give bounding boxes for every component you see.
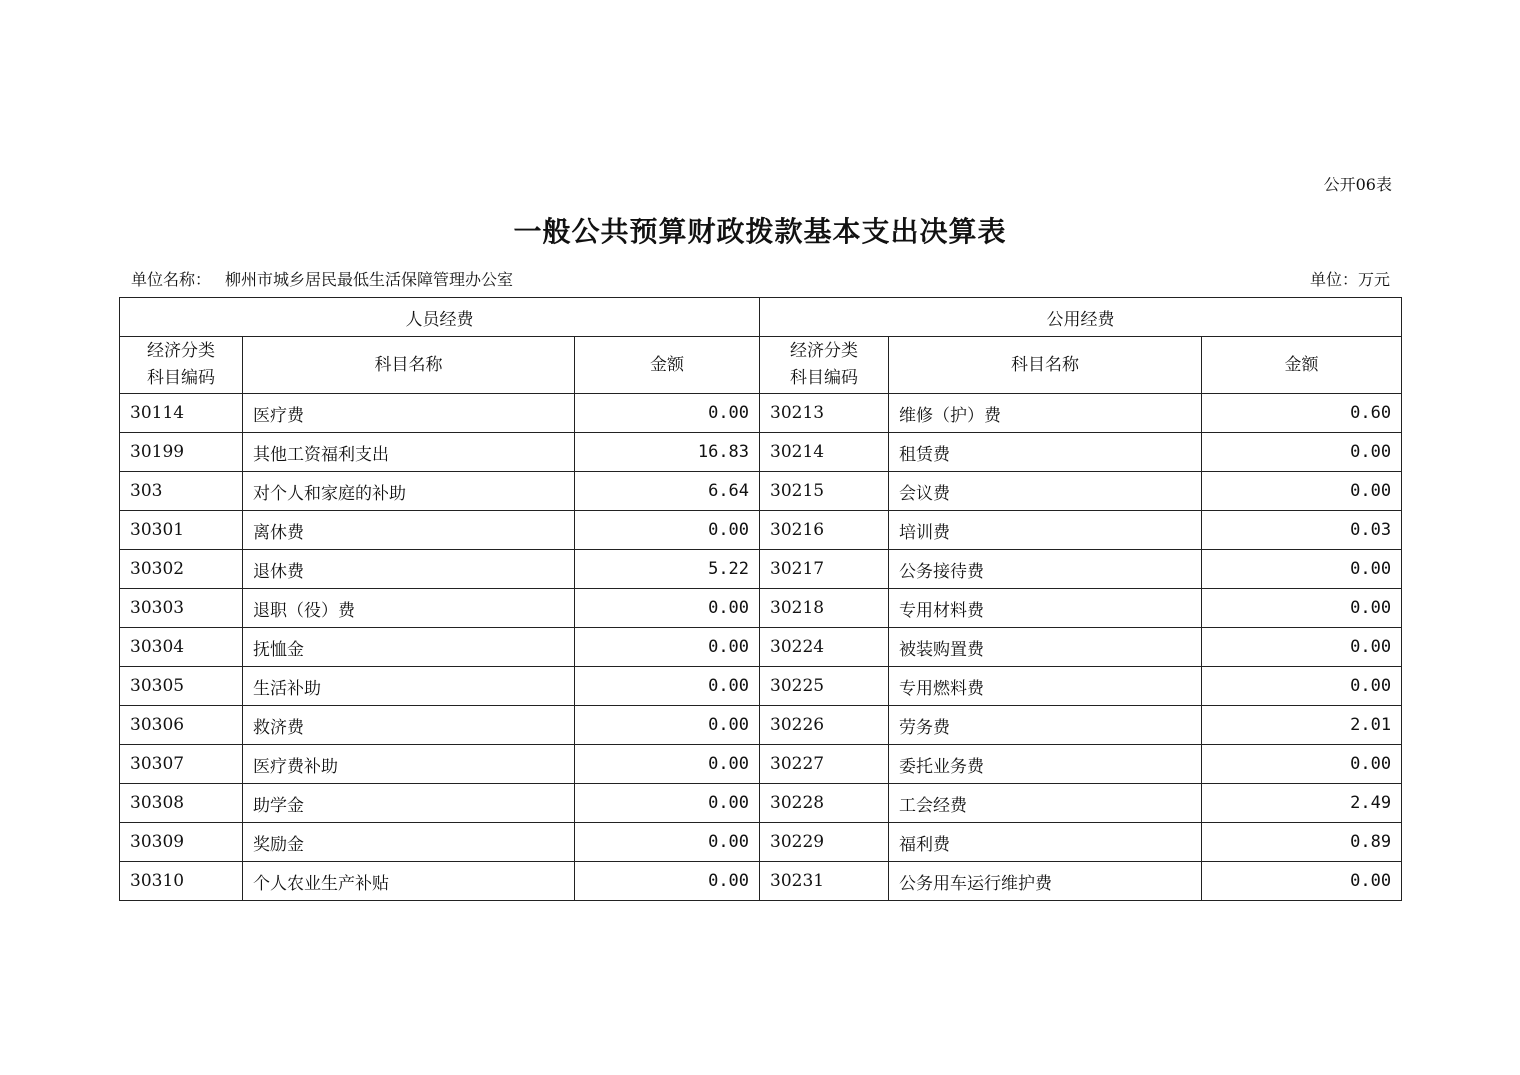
table-row [120,472,1402,511]
left-code-cell: 30302 [120,550,243,589]
column-header-right-code [760,337,889,394]
group-header-public: 公用经费 [760,298,1402,337]
left-code-cell: 30304 [120,628,243,667]
right-amount-cell: 0.00 [1202,862,1402,901]
unit-name-line [131,267,513,290]
right-code-cell: 30229 [760,823,889,862]
unit-name-label: 单位名称： [131,270,212,289]
table-row [120,745,1402,784]
column-header-code-line1: 经济分类 [790,341,859,361]
form-code: 公开06表 [1323,175,1392,194]
right-code-cell: 30231 [760,862,889,901]
left-code-cell: 30114 [120,394,243,433]
left-amount-cell: 16.83 [575,433,760,472]
right-code-cell: 30228 [760,784,889,823]
right-code-cell: 30215 [760,472,889,511]
table-body [120,394,1402,901]
left-amount-cell: 0.00 [575,784,760,823]
left-amount-cell: 0.00 [575,823,760,862]
table-row [120,862,1402,901]
left-name-cell: 退职（役）费 [243,589,575,628]
right-amount-cell: 0.03 [1202,511,1402,550]
right-amount-cell: 0.60 [1202,394,1402,433]
right-code-cell: 30218 [760,589,889,628]
column-header-row [120,337,1402,394]
left-name-cell: 退休费 [243,550,575,589]
left-code-cell: 303 [120,472,243,511]
right-amount-cell: 0.00 [1202,628,1402,667]
column-header-left-name: 科目名称 [243,337,575,394]
table-row [120,823,1402,862]
column-header-left-amount: 金额 [575,337,760,394]
left-amount-cell: 0.00 [575,628,760,667]
left-name-cell: 生活补助 [243,667,575,706]
right-code-cell: 30224 [760,628,889,667]
right-code-cell: 30225 [760,667,889,706]
right-name-cell: 租赁费 [889,433,1202,472]
right-code-cell: 30216 [760,511,889,550]
right-name-cell: 公务接待费 [889,550,1202,589]
right-amount-cell: 0.00 [1202,550,1402,589]
table-row [120,667,1402,706]
right-name-cell: 劳务费 [889,706,1202,745]
column-header-code-line2: 科目编码 [147,368,215,388]
right-amount-cell: 0.00 [1202,589,1402,628]
table-row [120,628,1402,667]
left-code-cell: 30306 [120,706,243,745]
table-row [120,589,1402,628]
left-amount-cell: 6.64 [575,472,760,511]
left-amount-cell: 0.00 [575,589,760,628]
left-amount-cell: 0.00 [575,862,760,901]
left-code-cell: 30307 [120,745,243,784]
group-header-row [120,298,1402,337]
table-row [120,706,1402,745]
left-name-cell: 个人农业生产补贴 [243,862,575,901]
table-row [120,550,1402,589]
page-title: 一般公共预算财政拨款基本支出决算表 [513,215,1007,248]
table-row [120,511,1402,550]
right-amount-cell: 2.49 [1202,784,1402,823]
left-code-cell: 30310 [120,862,243,901]
right-amount-cell: 0.00 [1202,745,1402,784]
column-header-code-line2: 科目编码 [790,368,859,388]
column-header-right-amount: 金额 [1202,337,1402,394]
left-code-cell: 30308 [120,784,243,823]
left-amount-cell: 0.00 [575,394,760,433]
left-code-cell: 30309 [120,823,243,862]
left-name-cell: 奖励金 [243,823,575,862]
right-code-cell: 30226 [760,706,889,745]
column-header-right-name: 科目名称 [889,337,1202,394]
left-code-cell: 30305 [120,667,243,706]
right-amount-cell: 0.89 [1202,823,1402,862]
table-row [120,433,1402,472]
right-code-cell: 30213 [760,394,889,433]
left-code-cell: 30301 [120,511,243,550]
right-amount-cell: 0.00 [1202,472,1402,511]
left-name-cell: 对个人和家庭的补助 [243,472,575,511]
left-amount-cell: 0.00 [575,667,760,706]
right-amount-cell: 0.00 [1202,667,1402,706]
left-amount-cell: 0.00 [575,745,760,784]
left-code-cell: 30199 [120,433,243,472]
left-name-cell: 抚恤金 [243,628,575,667]
left-name-cell: 其他工资福利支出 [243,433,575,472]
right-name-cell: 维修（护）费 [889,394,1202,433]
left-code-cell: 30303 [120,589,243,628]
left-name-cell: 医疗费 [243,394,575,433]
right-amount-cell: 2.01 [1202,706,1402,745]
table-row [120,784,1402,823]
right-code-cell: 30214 [760,433,889,472]
currency-unit: 单位：万元 [1309,270,1390,289]
right-amount-cell: 0.00 [1202,433,1402,472]
left-name-cell: 医疗费补助 [243,745,575,784]
right-name-cell: 福利费 [889,823,1202,862]
table-row [120,394,1402,433]
left-name-cell: 离休费 [243,511,575,550]
right-name-cell: 工会经费 [889,784,1202,823]
column-header-left-code [120,337,243,394]
right-code-cell: 30217 [760,550,889,589]
group-header-personnel: 人员经费 [120,298,760,337]
right-name-cell: 培训费 [889,511,1202,550]
left-name-cell: 助学金 [243,784,575,823]
left-amount-cell: 0.00 [575,511,760,550]
left-amount-cell: 0.00 [575,706,760,745]
right-name-cell: 专用材料费 [889,589,1202,628]
column-header-code-line1: 经济分类 [147,341,215,361]
right-name-cell: 委托业务费 [889,745,1202,784]
right-name-cell: 公务用车运行维护费 [889,862,1202,901]
right-name-cell: 会议费 [889,472,1202,511]
right-name-cell: 专用燃料费 [889,667,1202,706]
right-code-cell: 30227 [760,745,889,784]
left-amount-cell: 5.22 [575,550,760,589]
expenditure-table [119,297,1402,901]
unit-name-value: 柳州市城乡居民最低生活保障管理办公室 [225,270,514,289]
left-name-cell: 救济费 [243,706,575,745]
right-name-cell: 被装购置费 [889,628,1202,667]
